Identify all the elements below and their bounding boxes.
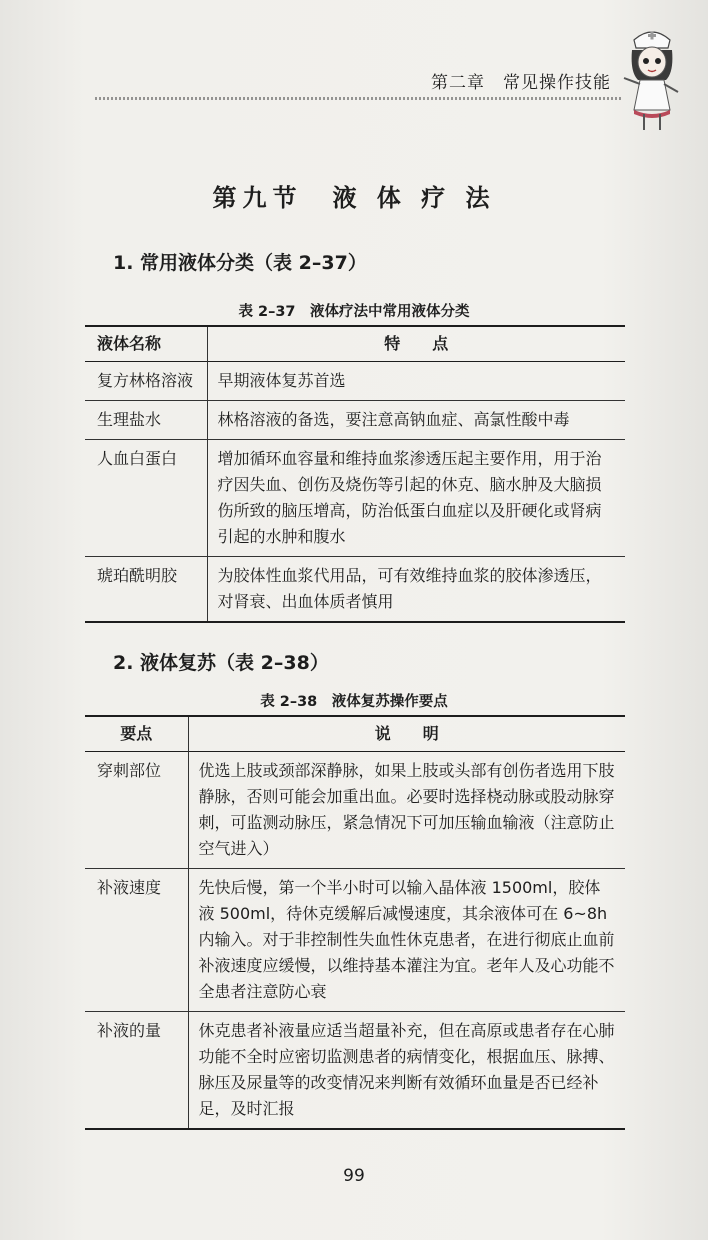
table-cell-desc: 为胶体性血浆代用品，可有效维持血浆的胶体渗透压，对肾衰、出血体质者慎用 [217,566,602,611]
table-cell-name: 补液速度 [85,869,188,1012]
table-row [85,401,625,440]
table-row [85,869,625,1012]
table-2-38-caption: 表 2–38 液体复苏操作要点 [260,694,448,710]
table-cell-desc: 先快后慢，第一个半小时可以输入晶体液 1500ml，胶体液 500ml，待休克缓解后减慢速度，其余液体可在 6~8h内输入。对于非控制性失血性休克患者，在进行彻底止血前补液速度应缓慢，以维持基本灌注为宜。老年人及心功能不全患者注意防心衰 [198,878,615,1001]
table-row [85,362,625,401]
chapter-title: 第二章 常见操作技能 [431,73,611,93]
table-cell-name: 穿刺部位 [85,752,188,869]
running-head [95,68,611,98]
table-cell-name: 复方林格溶液 [85,362,207,401]
table-cell-desc: 林格溶液的备选，要注意高钠血症、高氯性酸中毒 [217,410,570,429]
table-row [85,1012,625,1130]
column-header: 说 明 [374,724,439,743]
heading-liquid-classification: 1. 常用液体分类（表 2–37） [113,252,367,274]
table-cell-desc: 优选上肢或颈部深静脉，如果上肢或头部有创伤者选用下肢静脉，否则可能会加重出血。必要时选择桡动脉或股动脉穿刺，可监测动脉压，紧急情况下可加压输血输液（注意防止空气进入） [198,761,615,858]
nurse-mascot-icon [612,22,692,132]
table-2-38 [85,715,625,1130]
table-2-37-caption: 表 2–37 液体疗法中常用液体分类 [238,304,470,320]
table-cell-name: 人血白蛋白 [85,440,207,557]
column-header: 特 点 [384,334,449,353]
table-cell-name: 生理盐水 [85,401,207,440]
table-header-row [85,716,625,752]
heading-fluid-resuscitation: 2. 液体复苏（表 2–38） [113,652,329,674]
section-title: 第九节 液 体 疗 法 [212,183,496,212]
page-number: 99 [343,1166,365,1186]
column-header: 要点 [85,716,188,752]
table-cell-name: 补液的量 [85,1012,188,1130]
column-header: 液体名称 [85,326,207,362]
table-header-row [85,326,625,362]
table-row [85,440,625,557]
table-cell-desc: 休克患者补液量应适当超量补充，但在高原或患者存在心肺功能不全时应密切监测患者的病情变化，根据血压、脉搏、脉压及尿量等的改变情况来判断有效循环血量是否已经补足，及时汇报 [198,1021,615,1118]
table-row [85,752,625,869]
table-cell-desc: 早期液体复苏首选 [217,371,346,390]
table-cell-desc: 增加循环血容量和维持血浆渗透压起主要作用，用于治疗因失血、创伤及烧伤等引起的休克、脑水肿及大脑损伤所致的脑压增高，防治低蛋白血症以及肝硬化或肾病引起的水肿和腹水 [217,449,602,546]
header-rule [95,97,621,100]
table-row [85,557,625,623]
table-2-37 [85,325,625,623]
table-cell-name: 琥珀酰明胶 [85,557,207,623]
